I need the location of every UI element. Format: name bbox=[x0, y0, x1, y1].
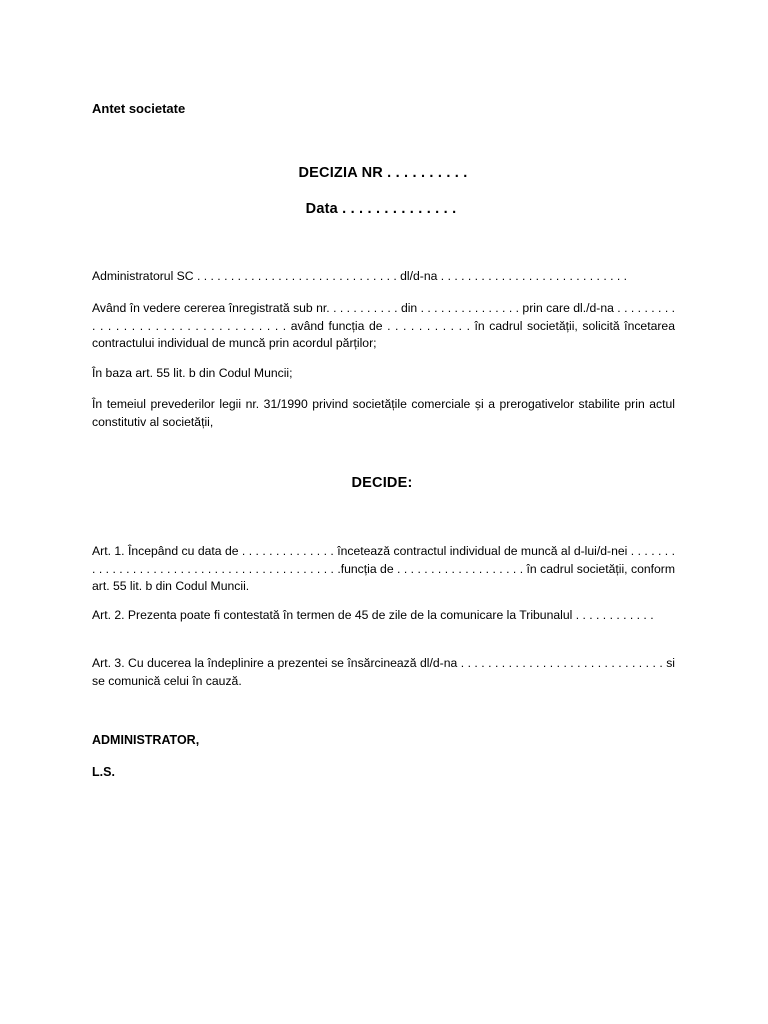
article-3: Art. 3. Cu ducerea la îndeplinire a prezentei se însărcinează dl/d-na . . . . . . . . . . . . . . . . . . . . . . . . . . . . . . si se comunică celui în cauză. bbox=[92, 656, 675, 688]
considering-paragraph: Având în vedere cererea înregistrată sub nr. . . . . . . . . . . din . . . . . . . . . . . . . . . prin care dl./d-na . . . . . . . . . . . . . . . . . . . . . . . . . . . . . . . . . . având funcția de . . . . . . . . . . . în cadrul societății, solicită încetarea contractului individual de muncă prin acordul părților; bbox=[92, 301, 675, 350]
article-1: Art. 1. Începând cu data de . . . . . . . . . . . . . . încetează contractul individual de muncă al d-lui/d-nei . . . . . . . . . . . . . . . . . . . . . . . . . . . . . . . . . . . . . . . . . . . .funcția de . . . . . . . . . . . . . . . . . . . în cadrul societății, conform art. 55 lit. b din Codul Muncii. bbox=[92, 544, 675, 593]
decision-title: DECIZIA NR . . . . . . . . . . bbox=[298, 165, 468, 181]
letterhead-placeholder: Antet societate bbox=[92, 101, 186, 116]
signature-role: ADMINISTRATOR, bbox=[92, 733, 200, 747]
administrator-line: Administratorul SC . . . . . . . . . . . . . . . . . . . . . . . . . . . . . . dl/d-na . . . . . . . . . . . . . . . . . . . . . . . . . . . . bbox=[92, 269, 628, 283]
legal-basis-paragraph: În baza art. 55 lit. b din Codul Muncii; bbox=[92, 366, 293, 380]
decision-date: Data . . . . . . . . . . . . . . bbox=[305, 201, 457, 217]
decide-heading: DECIDE: bbox=[351, 475, 413, 491]
article-2: Art. 2. Prezenta poate fi contestată în termen de 45 de zile de la comunicare la Tribunalul . . . . . . . . . . . . bbox=[92, 608, 654, 622]
grounds-paragraph: În temeiul prevederilor legii nr. 31/1990 privind societățile comerciale și a prerogativelor stabilite prin actul constitutiv al societății, bbox=[92, 397, 675, 429]
seal-placeholder: L.S. bbox=[92, 765, 115, 779]
